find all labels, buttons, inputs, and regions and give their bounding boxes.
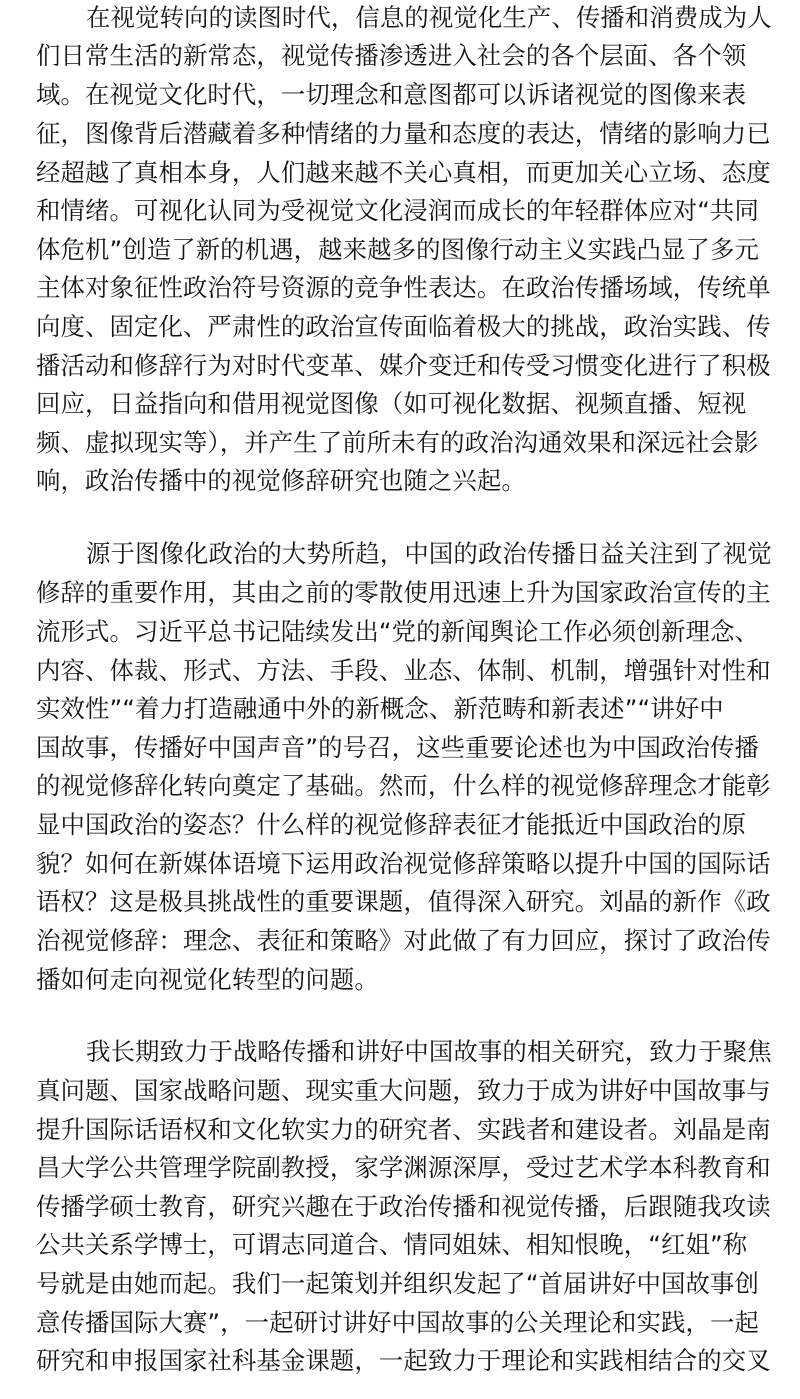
text-line: 的视觉修辞化转向奠定了基础。然而，什么样的视觉修辞理念才能彰 [36, 771, 771, 800]
text-line: 提升国际话语权和文化软实力的研究者、实践者和建设者。刘晶是南 [36, 1115, 771, 1144]
text-line: 经超越了真相本身，人们越来越不关心真相，而更加关心立场、态度 [36, 158, 771, 187]
text-line: 内容、体裁、形式、方法、手段、业态、体制、机制，增强针对性和 [36, 656, 771, 685]
text-line: 源于图像化政治的大势所趋，中国的政治传播日益关注到了视觉 [86, 539, 772, 568]
text-line: 显中国政治的姿态？什么样的视觉修辞表征才能抵近中国政治的原 [36, 810, 747, 839]
text-line: 貌？如何在新媒体语境下运用政治视觉修辞策略以提升中国的国际话 [36, 849, 771, 878]
text-line: 和情绪。可视化认同为受视觉文化浸润而成长的年轻群体应对“共同 [36, 196, 759, 225]
text-line: 研究和申报国家社科基金课题，一起致力于理论和实践相结合的交叉 [36, 1346, 771, 1375]
text-line: 域。在视觉文化时代，一切理念和意图都可以诉诸视觉的图像来表 [36, 80, 747, 109]
text-line: 响，政治传播中的视觉修辞研究也随之兴起。 [36, 466, 526, 495]
text-line: 国故事，传播好中国声音”的号召，这些重要论述也为中国政治传播 [36, 733, 759, 762]
text-line: 实效性”“着力打造融通中外的新概念、新范畴和新表述”“讲好中 [36, 694, 724, 723]
text-line: 向度、固定化、严肃性的政治宣传面临着极大的挑战，政治实践、传 [36, 312, 771, 341]
text-line: 真问题、国家战略问题、现实重大问题，致力于成为讲好中国故事与 [36, 1076, 771, 1105]
text-line: 们日常生活的新常态，视觉传播渗透进入社会的各个层面、各个领 [36, 41, 747, 70]
text-line: 征，图像背后潜藏着多种情绪的力量和态度的表达，情绪的影响力已 [36, 119, 771, 148]
text-line: 修辞的重要作用，其由之前的零散使用迅速上升为国家政治宣传的主 [36, 578, 771, 607]
text-line: 我长期致力于战略传播和讲好中国故事的相关研究，致力于聚焦 [86, 1037, 772, 1066]
text-line: 公共关系学博士，可谓志同道合、情同姐妹、相知恨晚，“红姐”称 [36, 1230, 748, 1259]
text-line: 主体对象征性政治符号资源的竞争性表达。在政治传播场域，传统单 [36, 273, 771, 302]
text-line: 频、虚拟现实等），并产生了前所未有的政治沟通效果和深远社会影 [36, 428, 759, 457]
text-line: 传播学硕士教育，研究兴趣在于政治传播和视觉传播，后跟随我攻读 [36, 1192, 771, 1221]
text-line: 播活动和修辞行为对时代变革、媒介变迁和传受习惯变化进行了积极 [36, 351, 771, 380]
text-line: 在视觉转向的读图时代，信息的视觉化生产、传播和消费成为人 [86, 3, 772, 32]
text-line: 意传播国际大赛”，一起研讨讲好中国故事的公关理论和实践，一起 [36, 1308, 759, 1337]
text-line: 语权？这是极具挑战性的重要课题，值得深入研究。刘晶的新作《政 [36, 887, 771, 916]
text-line: 体危机”创造了新的机遇，越来越多的图像行动主义实践凸显了多元 [36, 235, 759, 264]
text-line: 流形式。习近平总书记陆续发出“党的新闻舆论工作必须创新理念、 [36, 617, 759, 646]
text-line: 播如何走向视觉化转型的问题。 [36, 965, 379, 994]
text-line: 回应，日益指向和借用视觉图像（如可视化数据、视频直播、短视 [36, 389, 747, 418]
text-line: 号就是由她而起。我们一起策划并组织发起了“首届讲好中国故事创 [36, 1269, 759, 1298]
text-line: 治视觉修辞：理念、表征和策略》对此做了有力回应，探讨了政治传 [36, 926, 771, 955]
text-line: 昌大学公共管理学院副教授，家学渊源深厚，受过艺术学本科教育和 [36, 1153, 771, 1182]
